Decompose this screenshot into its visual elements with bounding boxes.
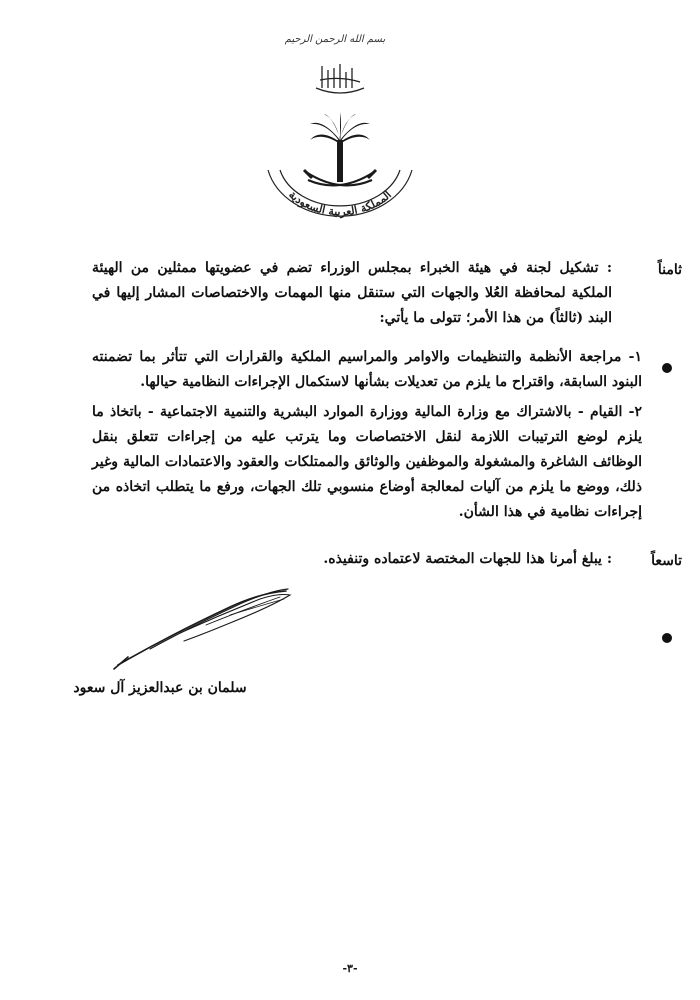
handwritten-signature — [110, 585, 295, 670]
page-number: -٣- — [342, 962, 358, 975]
punch-hole-mark — [662, 633, 672, 643]
saudi-emblem-icon — [250, 58, 430, 238]
punch-hole-mark — [662, 363, 672, 373]
shahada-calligraphy — [316, 64, 364, 93]
item-nine-label: تاسعاً — [651, 553, 682, 569]
sub-item-two-text: ٢- القيام - بالاشتراك مع وزارة المالية ووزارة الموارد البشرية والتنمية الاجتماعية - باتخاذ ما يلزم لوضع الترتيبات اللازمة لنقل الاختصاصات وما يترتب عليه من إجراءات تتعلق بنقل الوظائف الشاغرة والمشغولة والموظفين والوثائق والممتلكات والعقود والاعتمادات المالية وغير ذلك، ووضع ما يلزم من آليات لمعالجة أوضاع منسوبي تلك الجهات، ورفع ما يتطلب اتخاذه من إجراءات نظامية في هذا الشأن. — [92, 404, 642, 520]
svg-text:المملكة العربية السعودية — [286, 188, 394, 218]
emblem-caption: المملكة العربية السعودية — [286, 188, 394, 219]
item-eight-label: ثامناً — [657, 262, 682, 278]
basmala-header: بسم الله الرحمن الرحيم — [284, 34, 386, 45]
palm-tree-icon — [310, 112, 370, 182]
signer-name: سلمان بن عبدالعزيز آل سعود — [73, 680, 247, 696]
sub-item-one-text: ١- مراجعة الأنظمة والتنظيمات والاوامر والمراسيم الملكية والقرارات التي تتأثر بما تضمنته البنود السابقة، واقتراح ما يلزم من تعديلات بشأنها لاستكمال الإجراءات النظامية حيالها. — [92, 349, 642, 390]
item-eight-text: : تشكيل لجنة في هيئة الخبراء بمجلس الوزراء تضم في عضويتها ممثلين من الهيئة الملكية لمحافظة العُلا والجهات التي ستنقل منها المهمات والاختصاصات المشار إليها في البند (ثالثاً) من هذا الأمر؛ تتولى ما يأتي: — [92, 260, 612, 326]
item-nine-text: : يبلغ أمرنا هذا للجهات المختصة لاعتماده وتنفيذه. — [323, 551, 612, 567]
